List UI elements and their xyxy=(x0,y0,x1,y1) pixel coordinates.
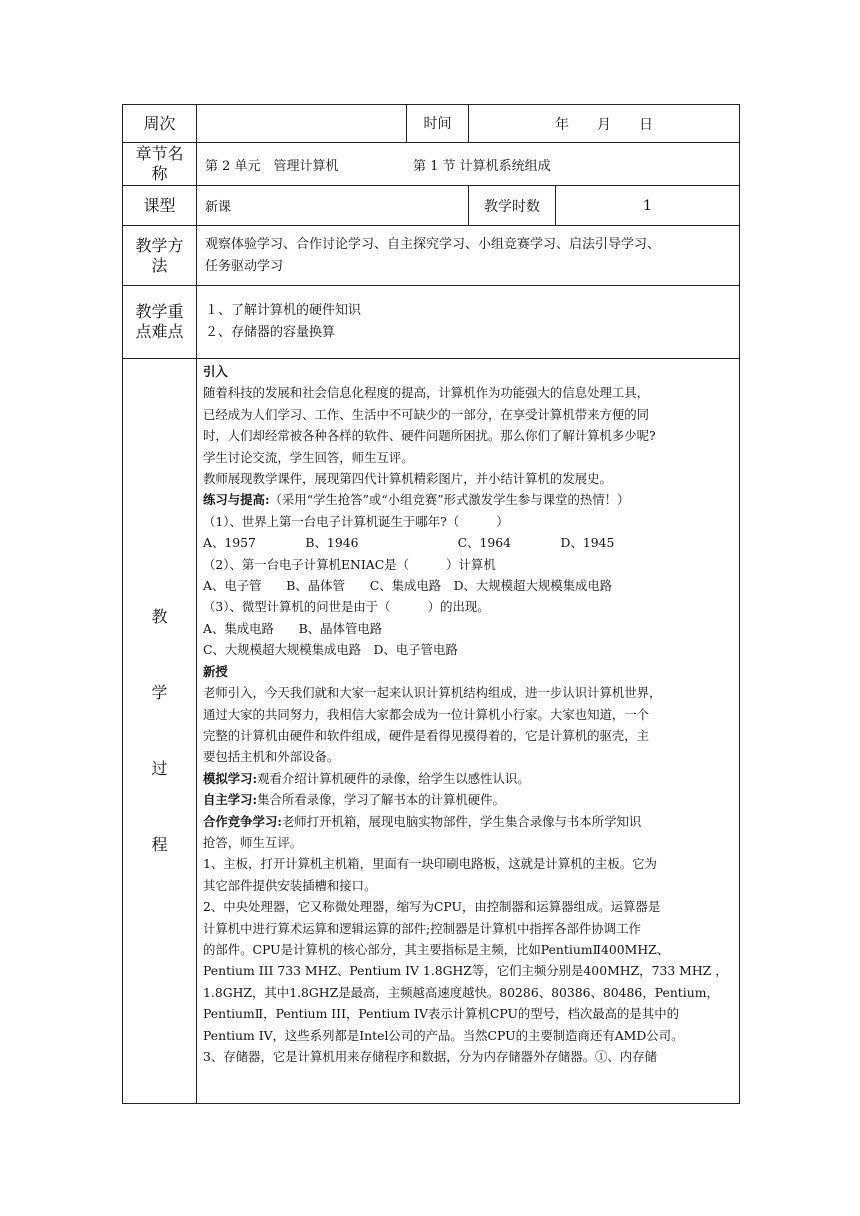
chapter-label: 章节名称 xyxy=(123,143,197,186)
paragraph-line: 其它部件提供安装插槽和接口。 xyxy=(203,877,377,893)
type-label: 课型 xyxy=(123,186,197,226)
chapter-row xyxy=(123,143,740,186)
chapter-unit: 第 2 单元 管理计算机 xyxy=(205,158,339,174)
self-text: 集合所看录像，学习了解书本的计算机硬件。 xyxy=(257,792,505,808)
process-row xyxy=(123,359,740,1104)
new-title: 新授 xyxy=(203,663,228,679)
method-row xyxy=(123,226,740,286)
paragraph-line: 2、中央处理器，它又称微处理器，缩写为CPU，由控制器和运算器组成。运算器是 xyxy=(203,899,661,915)
question: （3）、微型计算机的问世是由于（ ）的出现。 xyxy=(203,599,490,615)
question-options: A、1957 B、1946 C、1964 D、1945 xyxy=(203,535,615,551)
self-title: 自主学习: xyxy=(203,792,258,808)
process-content xyxy=(197,359,740,1104)
paragraph-line: 时，人们却经常被各种各样的软件、硬件问题所困扰。那么你们了解计算机多少呢? xyxy=(203,428,656,444)
question-options: A、电子管 B、晶体管 C、集成电路 D、大规模超大规模集成电路 xyxy=(203,578,613,594)
paragraph-line: 要包括主机和外部设备。 xyxy=(203,749,340,765)
key-value xyxy=(197,286,740,359)
paragraph-line: 已经成为人们学习、工作、生活中不可缺少的一部分，在享受计算机带来方便的同 xyxy=(203,406,650,422)
method-line: 观察体验学习、合作讨论学习、自主探究学习、小组竞赛学习、启法引导学习、 xyxy=(205,236,661,252)
paragraph-line: 1、主板，打开计算机主机箱，里面有一块印刷电路板，这就是计算机的主板。它为 xyxy=(203,856,657,872)
paragraph-line: 学生讨论交流，学生回答，师生互评。 xyxy=(203,449,414,465)
question: （2）、第一台电子计算机ENIAC是（ ）计算机 xyxy=(203,556,496,572)
paragraph-line: PentiumⅡ，Pentium III，Pentium IV表示计算机CPU的型号，档次最高的是其中的 xyxy=(203,1006,679,1022)
sim-text: 观看介绍计算机硬件的录像，给学生以感性认识。 xyxy=(257,770,530,786)
paragraph-line: 3、存储器，它是计算机用来存储程序和数据，分为内存储器外存储器。①、内存储 xyxy=(203,1049,657,1064)
process-char: 学 xyxy=(151,683,168,702)
practice-title: 练习与提高: xyxy=(203,492,270,508)
sim-title: 模拟学习: xyxy=(203,770,258,786)
week-label: 周次 xyxy=(123,105,197,143)
coop-text: 老师打开机箱，展现电脑实物部件，学生集合录像与书本所学知识 xyxy=(281,813,642,829)
paragraph-line: 教师展现教学课件，展现第四代计算机精彩图片，并小结计算机的发展史。 xyxy=(203,471,612,487)
process-char: 过 xyxy=(151,759,168,778)
hours-value: 1 xyxy=(556,186,740,226)
key-point: ２、存储器的容量换算 xyxy=(205,325,336,340)
key-row xyxy=(123,286,740,359)
self-line xyxy=(203,789,735,810)
date-value: 年 月 日 xyxy=(469,105,740,143)
coop-title: 合作竞争学习: xyxy=(203,813,282,829)
coop-line xyxy=(203,811,735,832)
question: （1）、世界上第一台电子计算机诞生于哪年?（ ） xyxy=(203,513,509,529)
practice-heading xyxy=(203,489,735,510)
type-row xyxy=(123,186,740,226)
process-char: 程 xyxy=(151,835,168,854)
practice-desc: （采用“学生抢答”或“小组竞赛”形式激发学生参与课堂的热情！） xyxy=(269,492,630,508)
lesson-plan-table xyxy=(122,104,740,1104)
paragraph-line: Pentium IV，这些系列都是Intel公司的产品。当然CPU的主要制造商还有AMD公司。 xyxy=(203,1027,684,1043)
question-options: C、大规模超大规模集成电路 D、电子管电路 xyxy=(203,642,458,658)
paragraph-line: 随着科技的发展和社会信息化程度的提高，计算机作为功能强大的信息处理工具， xyxy=(203,385,650,401)
paragraph-line: 1.8GHZ，其中1.8GHZ是最高，主频越高速度越快。80286、80386、80486，Pentium， xyxy=(203,984,719,1000)
intro-title: 引入 xyxy=(203,364,228,379)
chapter-section: 第 1 节 计算机系统组成 xyxy=(413,158,551,174)
method-label: 教学方法 xyxy=(123,226,197,286)
week-row xyxy=(123,105,740,143)
time-label: 时间 xyxy=(407,105,469,143)
method-line: 任务驱动学习 xyxy=(205,258,284,274)
week-value xyxy=(197,105,407,143)
paragraph-line: 计算机中进行算术运算和逻辑运算的部件;控制器是计算机中指挥各部件协调工作 xyxy=(203,920,641,936)
question-options: A、集成电路 B、晶体管电路 xyxy=(203,620,383,636)
paragraph-line: 完整的计算机由硬件和软件组成，硬件是看得见摸得着的，它是计算机的驱壳，主 xyxy=(203,727,650,743)
method-value xyxy=(197,226,740,286)
paragraph-line: 通过大家的共同努力，我相信大家都会成为一位计算机小行家。大家也知道，一个 xyxy=(203,706,650,722)
key-label: 教学重点难点 xyxy=(123,286,197,359)
type-value: 新课 xyxy=(197,186,469,226)
paragraph-line: 抢答，师生互评。 xyxy=(203,834,303,850)
chapter-value xyxy=(197,143,740,186)
process-label xyxy=(123,359,197,1104)
process-char: 教 xyxy=(151,607,168,626)
sim-line xyxy=(203,768,735,789)
key-point: １、了解计算机的硬件知识 xyxy=(205,303,362,318)
paragraph-line: 老师引入，今天我们就和大家一起来认识计算机结构组成，进一步认识计算机世界， xyxy=(203,685,662,701)
hours-label: 教学时数 xyxy=(469,186,556,226)
paragraph-line: 的部件。CPU是计算机的核心部分，其主要指标是主频，比如PentiumⅡ400MHZ、 xyxy=(203,941,670,957)
paragraph-line: Pentium III 733 MHZ、Pentium IV 1.8GHZ等，它们主频分别是400MHZ，733 MHZ ， xyxy=(203,963,728,979)
